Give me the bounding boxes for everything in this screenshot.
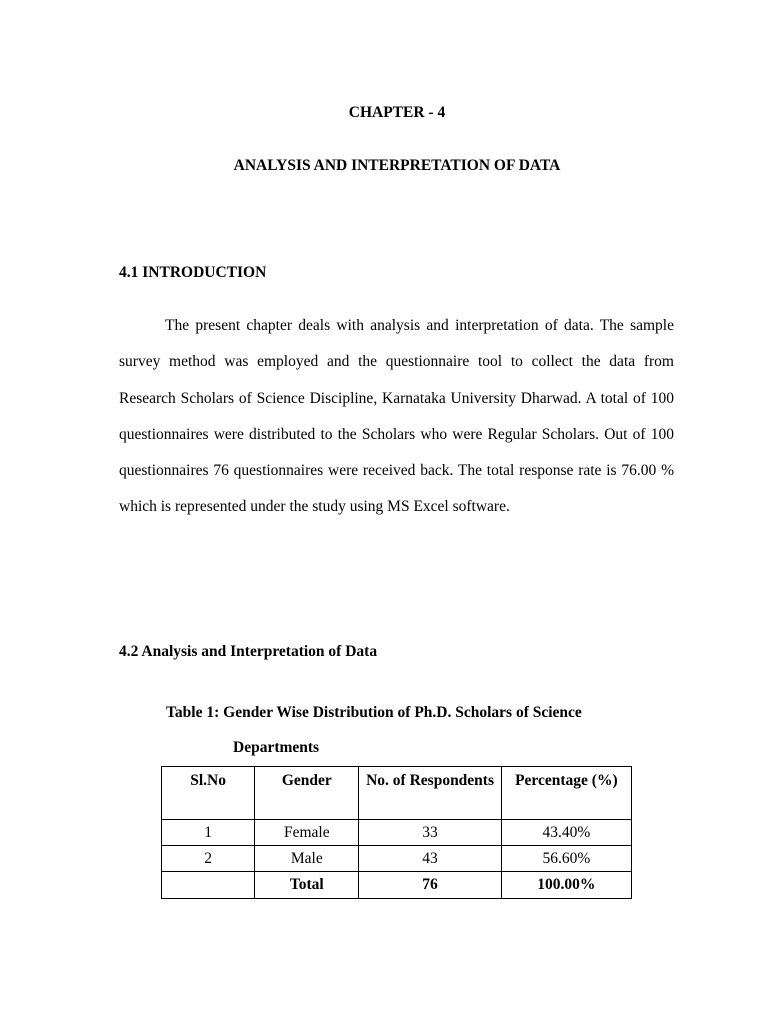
cell-total-label: Total (255, 872, 359, 899)
cell-sl-no: 1 (162, 820, 255, 846)
cell-respondents: 43 (359, 846, 501, 872)
gender-distribution-table (161, 766, 632, 899)
table-total-row (162, 872, 632, 899)
section-heading-introduction: 4.1 INTRODUCTION (119, 264, 267, 281)
table-caption (166, 695, 636, 765)
cell-sl-no (162, 872, 255, 899)
cell-respondents: 33 (359, 820, 501, 846)
cell-percentage: 56.60% (501, 846, 631, 872)
table-caption-line1: Table 1: Gender Wise Distribution of Ph.D. Scholars of Science (166, 704, 582, 721)
introduction-paragraph: The present chapter deals with analysis and interpretation of data. The sample survey method was employed and the questionnaire tool to collect the data from Research Scholars of Science Discipline, Karnataka University Dharwad. A total of 100 questionnaires were distributed to the Scholars who were Regular Scholars. Out of 100 questionnaires 76 questionnaires were received back. The total response rate is 76.00 % which is represented under the study using MS Excel software. (119, 317, 674, 516)
section-heading-analysis: 4.2 Analysis and Interpretation of Data (119, 643, 378, 660)
cell-sl-no: 2 (162, 846, 255, 872)
table-row (162, 820, 632, 846)
header-gender: Gender (255, 767, 359, 820)
table-caption-line2: Departments (233, 739, 320, 756)
cell-gender: Female (255, 820, 359, 846)
cell-percentage: 43.40% (501, 820, 631, 846)
chapter-title: ANALYSIS AND INTERPRETATION OF DATA (233, 157, 561, 174)
header-respondents: No. of Respondents (359, 767, 501, 820)
cell-total-respondents: 76 (359, 872, 501, 899)
table-header-row (162, 767, 632, 820)
cell-total-percentage: 100.00% (501, 872, 631, 899)
table-row (162, 846, 632, 872)
cell-gender: Male (255, 846, 359, 872)
header-percentage: Percentage (%) (501, 767, 631, 820)
header-sl-no: Sl.No (162, 767, 255, 820)
chapter-number: CHAPTER - 4 (348, 104, 446, 121)
